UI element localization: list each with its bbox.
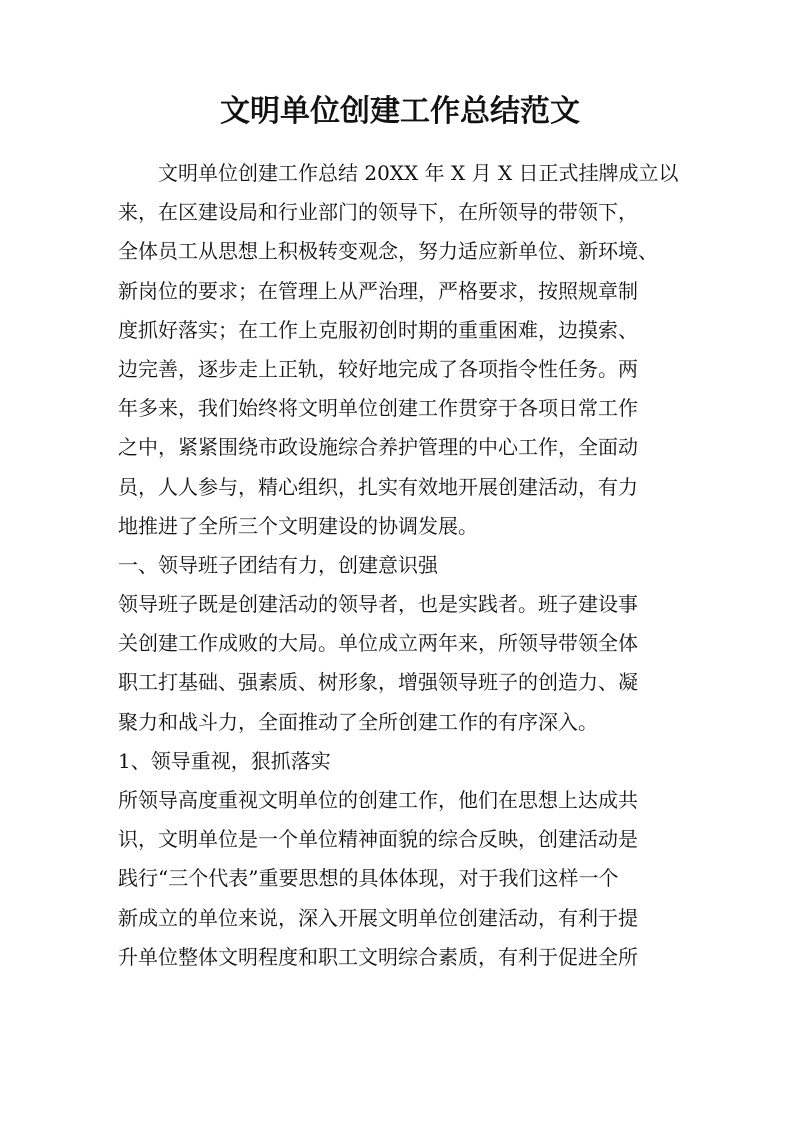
paragraph-line: 聚力和战斗力，全面推动了全所创建工作的有序深入。 (118, 709, 598, 734)
paragraph-line: 关创建工作成败的大局。单位成立两年来，所领导带领全体 (118, 631, 638, 656)
section-heading: 一、领导班子团结有力，创建意识强 (118, 552, 438, 577)
paragraph-line: 地推进了全所三个文明建设的协调发展。 (118, 513, 478, 538)
paragraph-line: 所领导高度重视文明单位的创建工作，他们在思想上达成共 (118, 788, 638, 812)
paragraph-line: 全体员工从思想上积极转变观念，努力适应新单位、新环境、 (118, 239, 658, 264)
paragraph-line: 识，文明单位是一个单位精神面貌的综合反映，创建活动是 (118, 827, 638, 852)
paragraph-line: 新成立的单位来说，深入开展文明单位创建活动，有利于提 (118, 905, 638, 930)
paragraph-line: 度抓好落实；在工作上克服初创时期的重重困难，边摸索、 (118, 317, 638, 342)
paragraph-line: 践行“三个代表”重要思想的具体体现，对于我们这样一个 (118, 866, 619, 891)
paragraph-line: 升单位整体文明程度和职工文明综合素质，有利于促进全所 (118, 944, 638, 969)
paragraph-line: 员，人人参与，精心组织，扎实有效地开展创建活动，有力 (118, 474, 638, 499)
paragraph-line: 来，在区建设局和行业部门的领导下，在所领导的带领下， (118, 200, 638, 225)
document-title: 文明单位创建工作总结范文 (220, 94, 580, 129)
paragraph-line: 新岗位的要求；在管理上从严治理，严格要求，按照规章制 (118, 278, 638, 303)
paragraph-line: 文明单位创建工作总结 20XX 年 X 月 X 日正式挂牌成立以 (158, 161, 679, 185)
paragraph-line: 职工打基础、强素质、树形象，增强领导班子的创造力、凝 (118, 670, 638, 695)
paragraph-line: 领导班子既是创建活动的领导者，也是实践者。班子建设事 (118, 592, 638, 617)
paragraph-line: 边完善，逐步走上正轨，较好地完成了各项指令性任务。两 (118, 356, 638, 381)
document-body (118, 154, 688, 977)
paragraph-line: 年多来，我们始终将文明单位创建工作贯穿于各项日常工作 (118, 396, 638, 421)
subsection-heading: 1、领导重视，狠抓落实 (118, 748, 331, 773)
paragraph-line: 之中，紧紧围绕市政设施综合养护管理的中心工作，全面动 (118, 435, 638, 460)
